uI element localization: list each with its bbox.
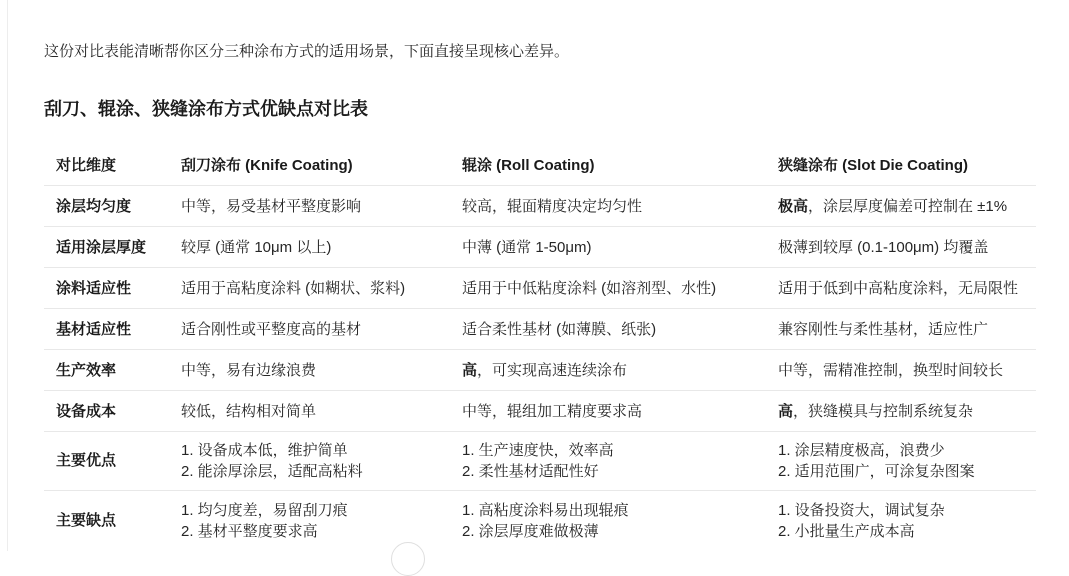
table-row-uniformity — [44, 185, 1036, 226]
table-row-coating-compat — [44, 267, 1036, 308]
row-label: 涂层均匀度 — [44, 185, 169, 226]
cell-roll — [450, 308, 766, 349]
cell-bold-text: 高 — [462, 362, 478, 379]
header-slot-die-coating: 狭缝涂布 (Slot Die Coating) — [766, 145, 1036, 185]
cell-text: 适用于低到中高粘度涂料，无局限性 — [778, 280, 1019, 297]
cell-text: ，狭缝模具与控制系统复杂 — [793, 403, 974, 420]
cell-text: ，可实现高速连续涂布 — [477, 362, 628, 379]
cell-bold-text: 极高 — [778, 198, 809, 215]
cell-slot — [766, 431, 1036, 490]
table-row-thickness — [44, 226, 1036, 267]
header-knife-coating: 刮刀涂布 (Knife Coating) — [169, 145, 450, 185]
cell-slot — [766, 490, 1036, 551]
table-row-substrate-compat — [44, 308, 1036, 349]
cell-line-2: 2. 适用范围广，可涂复杂图案 — [778, 462, 975, 480]
cell-roll — [450, 349, 766, 390]
cell-roll — [450, 267, 766, 308]
cell-line-2: 2. 柔性基材适配性好 — [462, 462, 599, 480]
header-dimension: 对比维度 — [44, 145, 169, 185]
cell-text: 中等，易有边缘浪费 — [181, 362, 317, 379]
cell-text: 适用于高粘度涂料 (如糊状、浆料) — [181, 280, 406, 297]
row-label: 设备成本 — [44, 390, 169, 431]
cell-text: ，涂层厚度偏差可控制在 ±1% — [808, 198, 1008, 215]
row-label: 涂料适应性 — [44, 267, 169, 308]
cell-text: 适合柔性基材 (如薄膜、纸张) — [462, 321, 657, 338]
header-roll-coating: 辊涂 (Roll Coating) — [450, 145, 766, 185]
cell-text: 极薄到较厚 (0.1-100μm) 均覆盖 — [778, 239, 989, 256]
row-label: 适用涂层厚度 — [44, 226, 169, 267]
row-label: 生产效率 — [44, 349, 169, 390]
table-row-efficiency — [44, 349, 1036, 390]
cell-line-1: 1. 生产速度快，效率高 — [462, 441, 614, 459]
cell-text: 较低，结构相对简单 — [181, 403, 317, 420]
table-row-disadvantages — [44, 490, 1036, 551]
table-row-equipment-cost — [44, 390, 1036, 431]
scroll-down-button[interactable] — [391, 542, 425, 576]
cell-line-1: 1. 均匀度差，易留刮刀痕 — [181, 501, 348, 519]
cell-slot — [766, 390, 1036, 431]
cell-text: 中薄 (通常 1-50μm) — [462, 239, 592, 256]
cell-text: 中等，辊组加工精度要求高 — [462, 403, 643, 420]
cell-knife — [169, 185, 450, 226]
cell-text: 适合刚性或平整度高的基材 — [181, 321, 362, 338]
cell-text: 适用于中低粘度涂料 (如溶剂型、水性) — [462, 280, 717, 297]
cell-knife — [169, 431, 450, 490]
cell-text: 中等，易受基材平整度影响 — [181, 198, 362, 215]
row-label: 基材适应性 — [44, 308, 169, 349]
cell-text: 兼容刚性与柔性基材，适应性广 — [778, 321, 989, 338]
cell-knife — [169, 349, 450, 390]
cell-slot — [766, 308, 1036, 349]
cell-line-2: 2. 小批量生产成本高 — [778, 522, 915, 540]
cell-text: 较高，辊面精度决定均匀性 — [462, 198, 643, 215]
cell-roll — [450, 431, 766, 490]
cell-text: 较厚 (通常 10μm 以上) — [181, 239, 332, 256]
cell-slot — [766, 185, 1036, 226]
table-header-row — [44, 145, 1036, 185]
left-edge-divider — [7, 0, 8, 551]
row-label: 主要优点 — [44, 431, 169, 490]
intro-text: 这份对比表能清晰帮你区分三种涂布方式的适用场景，下面直接呈现核心差异。 — [44, 43, 570, 60]
cell-line-2: 2. 能涂厚涂层，适配高粘料 — [181, 462, 363, 480]
cell-roll — [450, 390, 766, 431]
cell-line-1: 1. 高粘度涂料易出现辊痕 — [462, 501, 629, 519]
cell-knife — [169, 390, 450, 431]
cell-line-2: 2. 涂层厚度难做极薄 — [462, 522, 599, 540]
cell-slot — [766, 226, 1036, 267]
cell-text: 中等，需精准控制，换型时间较长 — [778, 362, 1004, 379]
comparison-table — [44, 145, 1036, 551]
cell-line-1: 1. 设备投资大，调试复杂 — [778, 501, 945, 519]
cell-line-1: 1. 涂层精度极高，浪费少 — [778, 441, 945, 459]
page-title: 刮刀、辊涂、狭缝涂布方式优缺点对比表 — [44, 99, 368, 119]
cell-line-1: 1. 设备成本低，维护简单 — [181, 441, 348, 459]
cell-roll — [450, 185, 766, 226]
cell-slot — [766, 349, 1036, 390]
row-label: 主要缺点 — [56, 512, 117, 530]
cell-line-2: 2. 基材平整度要求高 — [181, 522, 318, 540]
cell-roll — [450, 490, 766, 551]
cell-bold-text: 高 — [778, 403, 794, 420]
cell-slot — [766, 267, 1036, 308]
cell-roll — [450, 226, 766, 267]
cell-knife — [169, 267, 450, 308]
cell-knife — [169, 308, 450, 349]
table-row-advantages — [44, 431, 1036, 490]
cell-knife — [169, 226, 450, 267]
